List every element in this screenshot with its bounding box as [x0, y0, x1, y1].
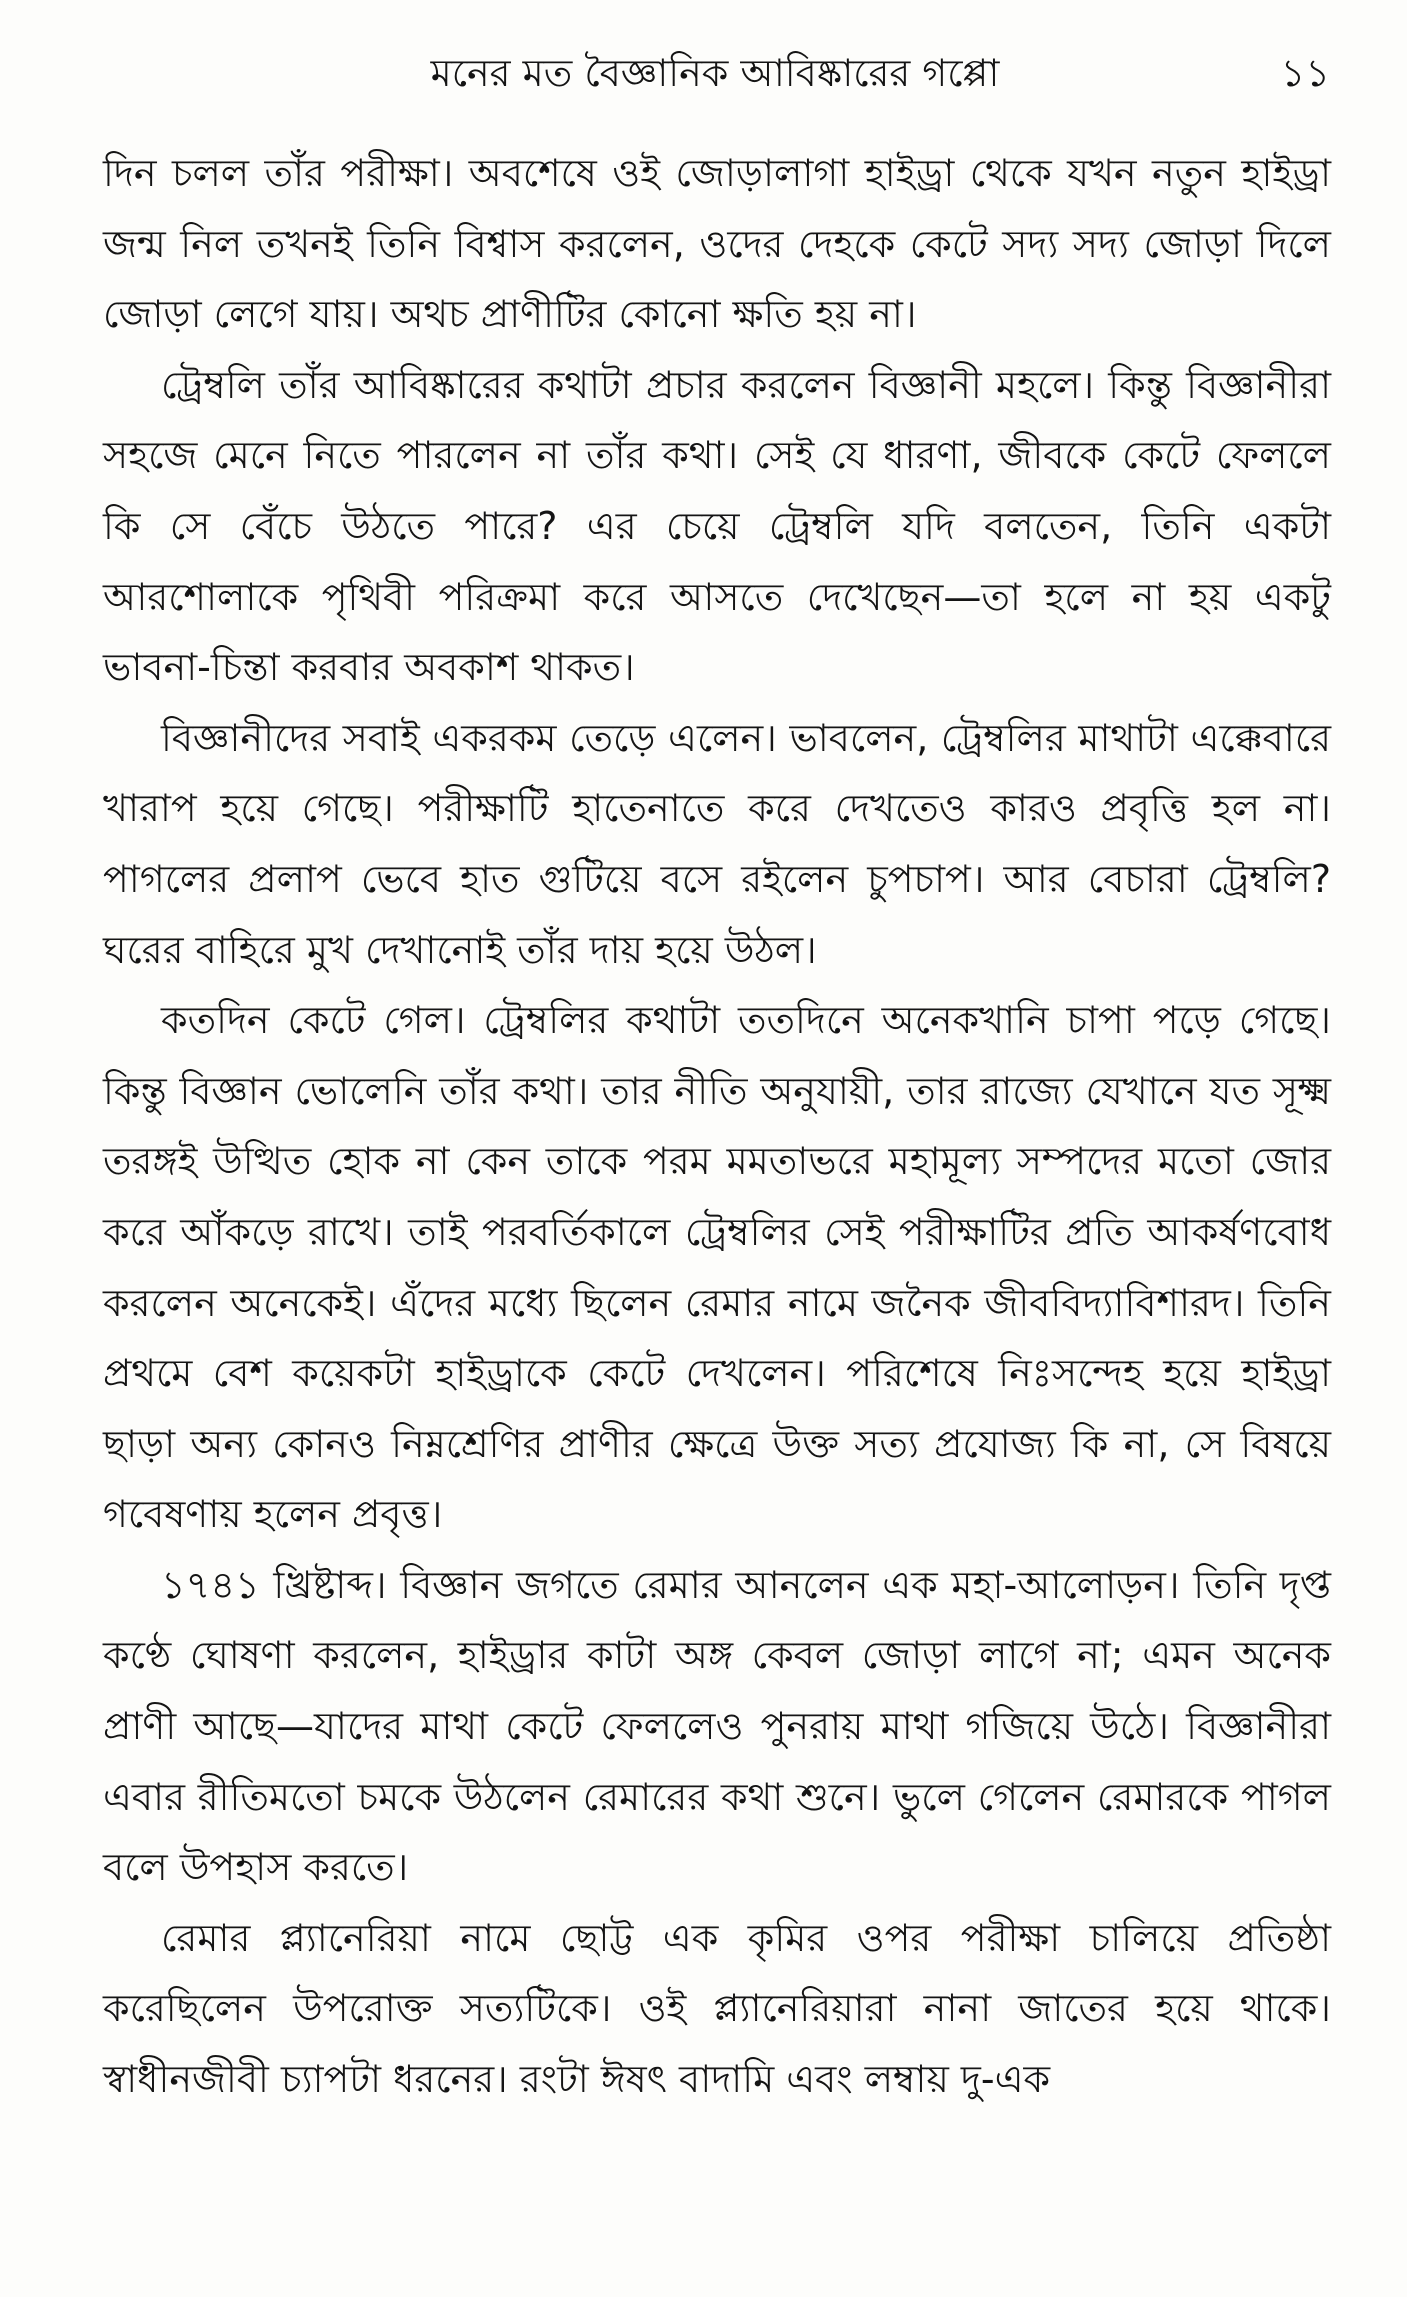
page-header [100, 38, 1330, 108]
body-text [103, 138, 1331, 2115]
paragraph-1: দিন চলল তাঁর পরীক্ষা। অবশেষে ওই জোড়ালাগা হাইড্রা থেকে যখন নতুন হাইড্রা জন্ম নিল তখনই তিনি বিশ্বাস করলেন, ওদের দেহকে কেটে সদ্য সদ্য জোড়া দিলে জোড়া লেগে যায়। অথচ প্রাণীটির কোনো ক্ষতি হয় না। [103, 151, 1331, 337]
page-number: ১১ [1280, 51, 1330, 95]
paragraph-5: ১৭৪১ খ্রিষ্টাব্দ। বিজ্ঞান জগতে রেমার আনলেন এক মহা-আলোড়ন। তিনি দৃপ্ত কণ্ঠে ঘোষণা করলেন, হাইড্রার কাটা অঙ্গ কেবল জোড়া লাগে না; এমন অনেক প্রাণী আছে—যাদের মাথা কেটে ফেললেও পুনরায় মাথা গজিয়ে উঠে। বিজ্ঞানীরা এবার রীতিমতো চমকে উঠলেন রেমারের কথা শুনে। ভুলে গেলেন রেমারকে পাগল বলে উপহাস করতে। [103, 1562, 1331, 1890]
running-title: মনের মত বৈজ্ঞানিক আবিষ্কারের গপ্পো [430, 51, 1000, 95]
paragraph-4: কতদিন কেটে গেল। ট্রেম্বলির কথাটা ততদিনে অনেকখানি চাপা পড়ে গেছে। কিন্তু বিজ্ঞান ভোলেনি তাঁর কথা। তার নীতি অনুযায়ী, তার রাজ্যে যেখানে যত সূক্ষ্ম তরঙ্গই উত্থিত হোক না কেন তাকে পরম মমতাভরে মহামূল্য সম্পদের মতো জোর করে আঁকড়ে রাখে। তাই পরবর্তিকালে ট্রেম্বলির সেই পরীক্ষাটির প্রতি আকর্ষণবোধ করলেন অনেকেই। এঁদের মধ্যে ছিলেন রেমার নামে জনৈক জীববিদ্যাবিশারদ। তিনি প্রথমে বেশ কয়েকটা হাইড্রাকে কেটে দেখলেন। পরিশেষে নিঃসন্দেহ হয়ে হাইড্রা ছাড়া অন্য কোনও নিম্নশ্রেণির প্রাণীর ক্ষেত্রে উক্ত সত্য প্রযোজ্য কি না, সে বিষয়ে গবেষণায় হলেন প্রবৃত্ত। [103, 998, 1331, 1537]
paragraph-3: বিজ্ঞানীদের সবাই একরকম তেড়ে এলেন। ভাবলেন, ট্রেম্বলির মাথাটা এক্কেবারে খারাপ হয়ে গেছে। পরীক্ষাটি হাতেনাতে করে দেখতেও কারও প্রবৃত্তি হল না। পাগলের প্রলাপ ভেবে হাত গুটিয়ে বসে রইলেন চুপচাপ। আর বেচারা ট্রেম্বলি? ঘরের বাহিরে মুখ দেখানোই তাঁর দায় হয়ে উঠল। [103, 715, 1331, 972]
paragraph-2: ট্রেম্বলি তাঁর আবিষ্কারের কথাটা প্রচার করলেন বিজ্ঞানী মহলে। কিন্তু বিজ্ঞানীরা সহজে মেনে নিতে পারলেন না তাঁর কথা। সেই যে ধারণা, জীবকে কেটে ফেললে কি সে বেঁচে উঠতে পারে? এর চেয়ে ট্রেম্বলি যদি বলতেন, তিনি একটা আরশোলাকে পৃথিবী পরিক্রমা করে আসতে দেখেছেন—তা হলে না হয় একটু ভাবনা-চিন্তা করবার অবকাশ থাকত। [103, 362, 1331, 690]
paragraph-6: রেমার প্ল্যানেরিয়া নামে ছোট্ট এক কৃমির ওপর পরীক্ষা চালিয়ে প্রতিষ্ঠা করেছিলেন উপরোক্ত সত্যটিকে। ওই প্ল্যানেরিয়ারা নানা জাতের হয়ে থাকে। স্বাধীনজীবী চ্যাপটা ধরনের। রংটা ঈষৎ বাদামি এবং লম্বায় দু-এক [103, 1915, 1331, 2102]
